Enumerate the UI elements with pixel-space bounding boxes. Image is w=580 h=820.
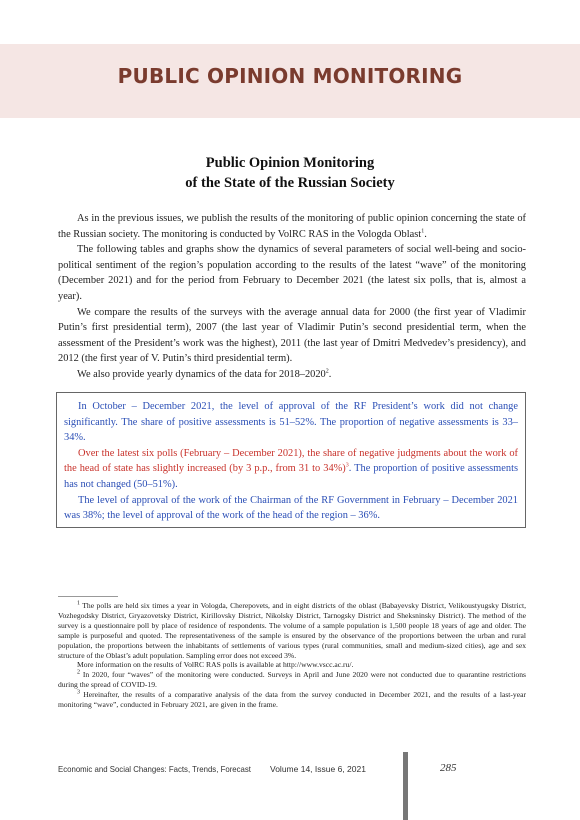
footnote-ref: 3 [345, 462, 349, 469]
footnote-ref: 1 [421, 228, 425, 235]
punctuation: . [328, 368, 332, 380]
section-banner [0, 44, 580, 118]
paragraph [58, 367, 526, 383]
footnote-3 [58, 690, 526, 710]
frame-paragraph-president: In October – December 2021, the level of approval of the RF President’s work did not change significantly. The share of positive assessments is 51–52%. The proportion of negative assessments is 33–34%. [64, 401, 518, 444]
footnote-text: The polls are held six times a year in Vologda, Cherepovets, and in eight districts of the oblast (Babayevsky District, Velikoustyugsky District, Vozhegodsky District, Gryazovetsky District, Kirillovsky District, Nikolsky District, Tarnogsky District and Sheksninsky District). The method of the survey is a questionnaire poll by place of residence of respondents. The volume of a sample population is 1,500 people 18 years of age and older. The sample is purposeful and quoted. The representativeness of the sample is ensured by the observance of the proportions between the urban and rural population, the proportions between the inhabitants of settlements of various types (rural communities, small and medium-sized cities), age and sex structure of the Oblast’s adult population. Sampling error does not exceed 3%. [58, 601, 526, 660]
punctuation: . [424, 228, 427, 240]
paragraph: The following tables and graphs show the dynamics of several parameters of social well-being and socio-political sentiment of the region’s population according to the results of the latest “wave” of the monitoring (December 2021) and for the period from February to December 2021 (the latest six polls, that is, almost a year). [58, 244, 526, 302]
footnote-mark: 2 [77, 669, 80, 676]
paragraph-text: As in the previous issues, we publish the results of the monitoring of public opinion concerning the state of the Russian society. The monitoring is conducted by VolRC RAS in the Vologda Oblast [58, 213, 526, 240]
paragraph: We compare the results of the surveys with the average annual data for 2000 (the first year of Vladimir Putin’s first presidential term), 2007 (the last year of Vladimir Putin’s second presidential term, when the assessment of the President’s work was the highest), 2011 (the last year of Dmitri Medvedev’s presidency), and 2012 (the first year of V. Putin’s third presidential term). [58, 306, 526, 365]
footnote-ref: 2 [325, 368, 329, 375]
footnote-1 [58, 601, 526, 660]
article-body [58, 211, 526, 383]
frame-paragraph-government: The level of approval of the work of the Chairman of the RF Government in February – December 2021 was 38%; the level of approval of the work of the head of the region – 36%. [64, 494, 518, 522]
paragraph-text: We also provide yearly dynamics of the data for 2018–2020 [77, 368, 326, 380]
page-number: 285 [440, 762, 457, 774]
article-title-line-2: of the State of the Russian Society [185, 175, 395, 191]
footnote-mark: 1 [77, 600, 80, 607]
article-title [0, 153, 580, 193]
footnote-text: Hereinafter, the results of a comparative analysis of the data from the survey conducted in December 2021, and the results of a last-year monitoring “wave”, conducted in February 2021, are given in the frame. [58, 690, 526, 710]
article-title-line-1: Public Opinion Monitoring [205, 155, 375, 171]
footnote-text: In 2020, four “waves” of the monitoring were conducted. Surveys in April and June 2020 were not conducted due to quarantine restrictions during the spread of COVID-19. [58, 670, 526, 690]
summary-frame [56, 392, 526, 528]
footnote-1-more: More information on the results of VolRC RAS polls is available at http://www.vscc.ac.ru/. [77, 660, 354, 670]
frame-text-positive: . The proportion of positive assessments has not changed (50–51%). [64, 463, 519, 490]
frame-highlight-negative: Over the latest six polls (February – December 2021), the share of negative judgments about the work of the head of state has slightly increased (by 3 p.p., from 31 to 34%) [64, 447, 518, 475]
footnotes [58, 601, 526, 710]
paragraph [58, 211, 526, 242]
footer-divider-bar [403, 752, 408, 820]
frame-paragraph-negative [64, 446, 518, 493]
footer-issue: Volume 14, Issue 6, 2021 [270, 764, 366, 774]
footnote-2 [58, 670, 526, 690]
section-title: PUBLIC OPINION MONITORING [117, 64, 463, 88]
footnote-mark: 3 [77, 689, 80, 696]
footnote-divider [58, 596, 118, 597]
footer-journal-name: Economic and Social Changes: Facts, Trends, Forecast [58, 764, 251, 774]
